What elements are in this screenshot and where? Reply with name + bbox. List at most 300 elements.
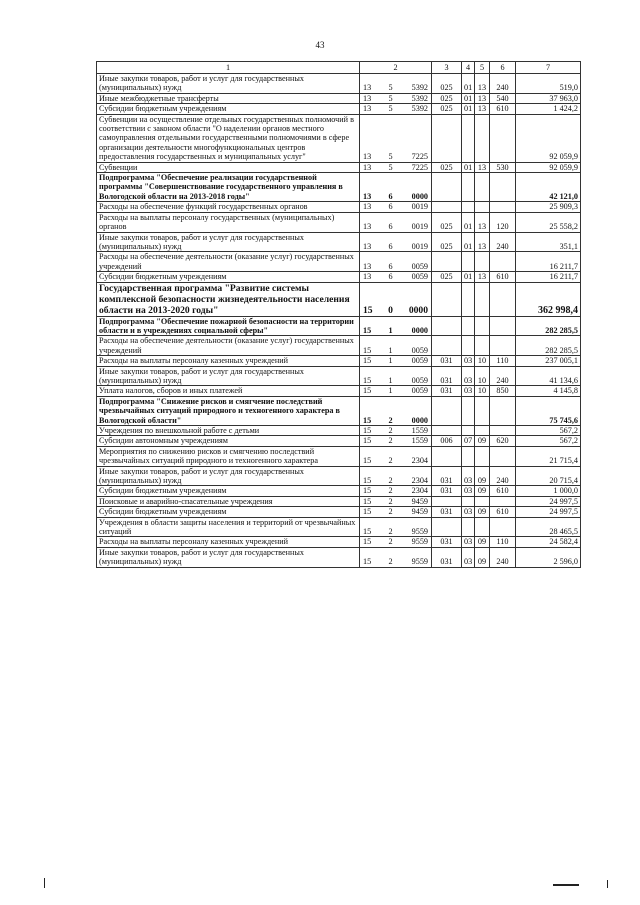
amount-cell: 2 596,0 — [516, 547, 581, 567]
amount-cell: 24 997,5 — [516, 496, 581, 506]
item-name-cell: Мероприятия по снижению рисков и смягчению последствий чрезвычайных ситуаций природного и техногенного характера — [97, 446, 360, 466]
code-part: 2 — [388, 436, 393, 446]
expense-type-cell: 850 — [490, 386, 516, 396]
code-part: 0059 — [411, 386, 428, 396]
item-name-cell: Иные закупки товаров, работ и услуг для государственных (муниципальных) нужд — [97, 232, 360, 252]
code-part: 15 — [363, 356, 372, 366]
code-part: 2 — [388, 496, 393, 506]
expense-type-cell: 110 — [490, 356, 516, 366]
table-row — [97, 93, 581, 103]
header-cell: 2 — [360, 62, 432, 74]
subsection-code-cell — [475, 114, 490, 162]
ministry-code-cell — [432, 114, 462, 162]
target-code-cell — [360, 104, 432, 114]
code-part: 2 — [388, 415, 393, 425]
code-part: 15 — [363, 496, 372, 506]
expense-type-cell — [490, 202, 516, 212]
expense-type-cell — [490, 252, 516, 272]
expense-type-cell — [490, 336, 516, 356]
expense-type-cell: 610 — [490, 272, 516, 282]
section-code-cell — [462, 316, 475, 336]
code-part: 15 — [363, 527, 372, 537]
subsection-code-cell: 13 — [475, 74, 490, 94]
target-code-cell — [360, 547, 432, 567]
code-part: 0059 — [411, 261, 428, 271]
ministry-code-cell — [432, 202, 462, 212]
section-code-cell: 01 — [462, 212, 475, 232]
code-part: 13 — [363, 222, 372, 232]
amount-cell: 1 000,0 — [516, 486, 581, 496]
code-part: 2 — [388, 507, 393, 517]
table-row — [97, 496, 581, 506]
ministry-code-cell: 031 — [432, 537, 462, 547]
code-part: 2304 — [411, 486, 428, 496]
code-part: 7225 — [411, 152, 428, 162]
item-name-cell: Субсидии бюджетным учреждениям — [97, 507, 360, 517]
expense-type-cell — [490, 173, 516, 202]
target-code-cell — [360, 252, 432, 272]
code-part: 1559 — [411, 426, 428, 435]
amount-cell: 567,2 — [516, 436, 581, 446]
table-row — [97, 252, 581, 272]
header-cell: 6 — [490, 62, 516, 74]
code-part: 6 — [388, 261, 393, 271]
subsection-code-cell: 13 — [475, 272, 490, 282]
table-row — [97, 466, 581, 486]
subsection-code-cell — [475, 202, 490, 212]
ministry-code-cell — [432, 496, 462, 506]
code-part: 15 — [363, 476, 372, 486]
code-part: 15 — [363, 456, 372, 466]
table-row — [97, 173, 581, 202]
table-row — [97, 537, 581, 547]
code-part: 2 — [388, 527, 393, 537]
item-name-cell: Субсидии бюджетным учреждениям — [97, 104, 360, 114]
item-name-cell: Расходы на обеспечение деятельности (оказание услуг) государственных учреждений — [97, 336, 360, 356]
section-code-cell: 01 — [462, 162, 475, 172]
code-part: 0000 — [411, 191, 428, 201]
table-header-row — [97, 62, 581, 74]
amount-cell: 42 121,0 — [516, 173, 581, 202]
code-part: 15 — [363, 415, 372, 425]
code-part: 6 — [388, 202, 393, 212]
code-part: 0059 — [411, 272, 428, 282]
target-code-cell — [360, 282, 432, 316]
item-name-cell: Иные закупки товаров, работ и услуг для государственных (муниципальных) нужд — [97, 74, 360, 94]
target-code-cell — [360, 466, 432, 486]
code-part: 1 — [388, 356, 393, 366]
ministry-code-cell — [432, 173, 462, 202]
code-part: 15 — [363, 486, 372, 496]
scan-mark — [607, 880, 608, 888]
budget-table — [96, 61, 581, 568]
ministry-code-cell — [432, 336, 462, 356]
subsection-code-cell: 09 — [475, 547, 490, 567]
amount-cell: 92 059,9 — [516, 162, 581, 172]
target-code-cell — [360, 517, 432, 537]
code-part: 1 — [388, 386, 393, 396]
section-code-cell — [462, 282, 475, 316]
code-part: 5 — [388, 104, 393, 114]
section-code-cell: 03 — [462, 537, 475, 547]
item-name-cell: Иные закупки товаров, работ и услуг для государственных (муниципальных) нужд — [97, 366, 360, 386]
table-row — [97, 386, 581, 396]
amount-cell: 362 998,4 — [516, 282, 581, 316]
expense-type-cell: 120 — [490, 212, 516, 232]
subsection-code-cell: 09 — [475, 466, 490, 486]
code-part: 15 — [363, 557, 372, 567]
code-part: 15 — [363, 507, 372, 517]
table-row — [97, 114, 581, 162]
amount-cell: 75 745,6 — [516, 396, 581, 425]
ministry-code-cell — [432, 252, 462, 272]
subsection-code-cell: 10 — [475, 386, 490, 396]
target-code-cell — [360, 396, 432, 425]
section-code-cell: 03 — [462, 356, 475, 366]
section-code-cell — [462, 173, 475, 202]
target-code-cell — [360, 446, 432, 466]
ministry-code-cell: 025 — [432, 212, 462, 232]
section-code-cell: 01 — [462, 272, 475, 282]
code-part: 9459 — [411, 496, 428, 506]
header-cell: 7 — [516, 62, 581, 74]
expense-type-cell — [490, 114, 516, 162]
code-part: 0059 — [411, 375, 428, 385]
amount-cell: 519,0 — [516, 74, 581, 94]
target-code-cell — [360, 74, 432, 94]
expense-type-cell: 240 — [490, 547, 516, 567]
code-part: 15 — [363, 375, 372, 385]
expense-type-cell — [490, 446, 516, 466]
amount-cell: 351,1 — [516, 232, 581, 252]
code-part: 15 — [363, 345, 372, 355]
ministry-code-cell: 025 — [432, 272, 462, 282]
ministry-code-cell: 031 — [432, 486, 462, 496]
amount-cell: 92 059,9 — [516, 114, 581, 162]
expense-type-cell — [490, 496, 516, 506]
ministry-code-cell: 031 — [432, 366, 462, 386]
amount-cell: 24 997,5 — [516, 507, 581, 517]
section-code-cell — [462, 336, 475, 356]
code-part: 9559 — [411, 527, 428, 537]
code-part: 2 — [388, 486, 393, 496]
item-name-cell: Учреждения по внешкольной работе с детьми — [97, 426, 360, 436]
subsection-code-cell: 09 — [475, 436, 490, 446]
code-part: 2 — [388, 557, 393, 567]
item-name-cell: Поисковые и аварийно-спасательные учреждения — [97, 496, 360, 506]
amount-cell: 4 145,8 — [516, 386, 581, 396]
code-part: 15 — [363, 426, 372, 435]
amount-cell: 567,2 — [516, 426, 581, 436]
code-part: 13 — [363, 152, 372, 162]
code-part: 5 — [388, 162, 393, 172]
table-row — [97, 162, 581, 172]
subsection-code-cell — [475, 396, 490, 425]
subsection-code-cell — [475, 517, 490, 537]
target-code-cell — [360, 93, 432, 103]
ministry-code-cell: 025 — [432, 104, 462, 114]
code-part: 5392 — [411, 93, 428, 103]
item-name-cell: Иные межбюджетные трансферты — [97, 93, 360, 103]
item-name-cell: Субсидии бюджетным учреждениям — [97, 486, 360, 496]
amount-cell: 237 005,1 — [516, 356, 581, 366]
code-part: 2 — [388, 456, 393, 466]
code-part: 9459 — [411, 507, 428, 517]
code-part: 0019 — [411, 241, 428, 251]
code-part: 6 — [388, 241, 393, 251]
table-row — [97, 517, 581, 537]
subsection-code-cell — [475, 316, 490, 336]
table-row — [97, 212, 581, 232]
target-code-cell — [360, 436, 432, 446]
subsection-code-cell — [475, 336, 490, 356]
table-row — [97, 202, 581, 212]
amount-cell: 16 211,7 — [516, 272, 581, 282]
amount-cell: 282 285,5 — [516, 316, 581, 336]
code-part: 0019 — [411, 202, 428, 212]
expense-type-cell — [490, 316, 516, 336]
subsection-code-cell: 13 — [475, 104, 490, 114]
code-part: 9559 — [411, 537, 428, 547]
section-code-cell — [462, 496, 475, 506]
ministry-code-cell: 025 — [432, 93, 462, 103]
table-row — [97, 336, 581, 356]
expense-type-cell: 530 — [490, 162, 516, 172]
amount-cell: 37 963,0 — [516, 93, 581, 103]
code-part: 2 — [388, 537, 393, 547]
code-part: 15 — [363, 436, 372, 446]
table-row — [97, 547, 581, 567]
amount-cell: 28 465,5 — [516, 517, 581, 537]
target-code-cell — [360, 366, 432, 386]
section-code-cell: 01 — [462, 93, 475, 103]
item-name-cell: Государственная программа "Развитие системы комплексной безопасности жизнедеятельности населения области на 2013-2020 годы" — [97, 282, 360, 316]
code-part: 5 — [388, 93, 393, 103]
target-code-cell — [360, 316, 432, 336]
section-code-cell: 03 — [462, 386, 475, 396]
subsection-code-cell — [475, 173, 490, 202]
target-code-cell — [360, 496, 432, 506]
target-code-cell — [360, 173, 432, 202]
ministry-code-cell — [432, 316, 462, 336]
expense-type-cell — [490, 517, 516, 537]
subsection-code-cell: 10 — [475, 366, 490, 386]
code-part: 2 — [388, 426, 393, 435]
expense-type-cell — [490, 396, 516, 425]
table-row — [97, 507, 581, 517]
table-row — [97, 486, 581, 496]
amount-cell: 24 582,4 — [516, 537, 581, 547]
item-name-cell: Иные закупки товаров, работ и услуг для государственных (муниципальных) нужд — [97, 547, 360, 567]
subsection-code-cell: 09 — [475, 486, 490, 496]
expense-type-cell: 540 — [490, 93, 516, 103]
expense-type-cell — [490, 282, 516, 316]
code-part: 2 — [388, 476, 393, 486]
item-name-cell: Расходы на выплаты персоналу казенных учреждений — [97, 537, 360, 547]
target-code-cell — [360, 426, 432, 436]
code-part: 5 — [388, 152, 393, 162]
amount-cell: 1 424,2 — [516, 104, 581, 114]
item-name-cell: Учреждения в области защиты населения и территорий от чрезвычайных ситуаций — [97, 517, 360, 537]
ministry-code-cell — [432, 426, 462, 436]
code-part: 1559 — [411, 436, 428, 446]
section-code-cell: 03 — [462, 366, 475, 386]
code-part: 1 — [388, 325, 393, 335]
code-part: 0 — [388, 304, 393, 316]
code-part: 0000 — [411, 415, 428, 425]
code-part: 13 — [363, 272, 372, 282]
section-code-cell: 01 — [462, 74, 475, 94]
section-code-cell: 03 — [462, 466, 475, 486]
table-row — [97, 356, 581, 366]
table-row — [97, 436, 581, 446]
table-row — [97, 282, 581, 316]
ministry-code-cell: 031 — [432, 466, 462, 486]
target-code-cell — [360, 232, 432, 252]
target-code-cell — [360, 486, 432, 496]
expense-type-cell: 240 — [490, 366, 516, 386]
section-code-cell — [462, 396, 475, 425]
ministry-code-cell — [432, 517, 462, 537]
code-part: 13 — [363, 202, 372, 212]
subsection-code-cell: 13 — [475, 212, 490, 232]
code-part: 0000 — [408, 304, 428, 316]
section-code-cell: 03 — [462, 547, 475, 567]
section-code-cell: 03 — [462, 486, 475, 496]
subsection-code-cell — [475, 252, 490, 272]
table-row — [97, 426, 581, 436]
item-name-cell: Подпрограмма "Снижение рисков и смягчение последствий чрезвычайных ситуаций природного и техногенного характера в Вологодской области" — [97, 396, 360, 425]
subsection-code-cell: 09 — [475, 537, 490, 547]
table-row — [97, 396, 581, 425]
target-code-cell — [360, 386, 432, 396]
section-code-cell — [462, 517, 475, 537]
code-part: 13 — [363, 241, 372, 251]
target-code-cell — [360, 212, 432, 232]
code-part: 2304 — [411, 476, 428, 486]
code-part: 13 — [363, 162, 372, 172]
table-row — [97, 446, 581, 466]
code-part: 1 — [388, 345, 393, 355]
item-name-cell: Субвенции на осуществление отдельных государственных полномочий в соответствии с законом области "О наделении органов местного самоуправления отдельными государственными полномочиями в сфере организации деятельности многофункциональных центров предоставления государственных и муниципальных услуг" — [97, 114, 360, 162]
target-code-cell — [360, 336, 432, 356]
table-row — [97, 316, 581, 336]
ministry-code-cell: 031 — [432, 547, 462, 567]
target-code-cell — [360, 507, 432, 517]
code-part: 13 — [363, 191, 372, 201]
code-part: 0000 — [411, 325, 428, 335]
code-part: 2304 — [411, 456, 428, 466]
ministry-code-cell: 031 — [432, 507, 462, 517]
target-code-cell — [360, 537, 432, 547]
item-name-cell: Субсидии автономным учреждениям — [97, 436, 360, 446]
expense-type-cell: 110 — [490, 537, 516, 547]
target-code-cell — [360, 356, 432, 366]
section-code-cell — [462, 114, 475, 162]
expense-type-cell: 240 — [490, 466, 516, 486]
subsection-code-cell — [475, 426, 490, 436]
ministry-code-cell: 025 — [432, 162, 462, 172]
ministry-code-cell — [432, 396, 462, 425]
item-name-cell: Подпрограмма "Обеспечение пожарной безопасности на территории области и в учреждениях социальной сферы" — [97, 316, 360, 336]
subsection-code-cell: 10 — [475, 356, 490, 366]
ministry-code-cell — [432, 446, 462, 466]
ministry-code-cell — [432, 282, 462, 316]
target-code-cell — [360, 272, 432, 282]
code-part: 15 — [363, 537, 372, 547]
code-part: 13 — [363, 261, 372, 271]
item-name-cell: Расходы на выплаты персоналу казенных учреждений — [97, 356, 360, 366]
code-part: 7225 — [411, 162, 428, 172]
target-code-cell — [360, 162, 432, 172]
item-name-cell: Уплата налогов, сборов и иных платежей — [97, 386, 360, 396]
target-code-cell — [360, 202, 432, 212]
code-part: 0019 — [411, 222, 428, 232]
code-part: 0059 — [411, 356, 428, 366]
amount-cell: 25 909,3 — [516, 202, 581, 212]
header-cell: 1 — [97, 62, 360, 74]
expense-type-cell: 240 — [490, 74, 516, 94]
header-cell: 4 — [462, 62, 475, 74]
code-part: 5392 — [411, 83, 428, 93]
section-code-cell — [462, 252, 475, 272]
target-code-cell — [360, 114, 432, 162]
scan-mark — [44, 878, 45, 888]
table-row — [97, 104, 581, 114]
expense-type-cell: 610 — [490, 507, 516, 517]
expense-type-cell: 620 — [490, 436, 516, 446]
ministry-code-cell: 031 — [432, 356, 462, 366]
expense-type-cell: 610 — [490, 486, 516, 496]
code-part: 13 — [363, 93, 372, 103]
subsection-code-cell: 09 — [475, 507, 490, 517]
page-number: 43 — [315, 40, 325, 50]
code-part: 5 — [388, 83, 393, 93]
amount-cell: 25 558,2 — [516, 212, 581, 232]
subsection-code-cell — [475, 282, 490, 316]
section-code-cell — [462, 446, 475, 466]
code-part: 0059 — [411, 345, 428, 355]
code-part: 6 — [388, 222, 393, 232]
table-row — [97, 74, 581, 94]
code-part: 15 — [363, 325, 372, 335]
item-name-cell: Подпрограмма "Обеспечение реализации государственной программы "Совершенствование государственного управления в Вологодской области на 2013-2018 годы" — [97, 173, 360, 202]
scan-mark — [553, 884, 579, 886]
code-part: 6 — [388, 191, 393, 201]
item-name-cell: Субсидии бюджетным учреждениям — [97, 272, 360, 282]
expense-type-cell: 240 — [490, 232, 516, 252]
code-part: 15 — [363, 304, 373, 316]
code-part: 13 — [363, 83, 372, 93]
table-row — [97, 272, 581, 282]
code-part: 13 — [363, 104, 372, 114]
expense-type-cell — [490, 426, 516, 436]
section-code-cell: 03 — [462, 507, 475, 517]
subsection-code-cell — [475, 496, 490, 506]
section-code-cell: 01 — [462, 104, 475, 114]
item-name-cell: Расходы на выплаты персоналу государственных (муниципальных) органов — [97, 212, 360, 232]
table-row — [97, 366, 581, 386]
item-name-cell: Иные закупки товаров, работ и услуг для государственных (муниципальных) нужд — [97, 466, 360, 486]
subsection-code-cell: 13 — [475, 232, 490, 252]
code-part: 15 — [363, 386, 372, 396]
section-code-cell — [462, 426, 475, 436]
item-name-cell: Расходы на обеспечение функций государственных органов — [97, 202, 360, 212]
subsection-code-cell: 13 — [475, 162, 490, 172]
ministry-code-cell: 006 — [432, 436, 462, 446]
subsection-code-cell: 13 — [475, 93, 490, 103]
code-part: 6 — [388, 272, 393, 282]
